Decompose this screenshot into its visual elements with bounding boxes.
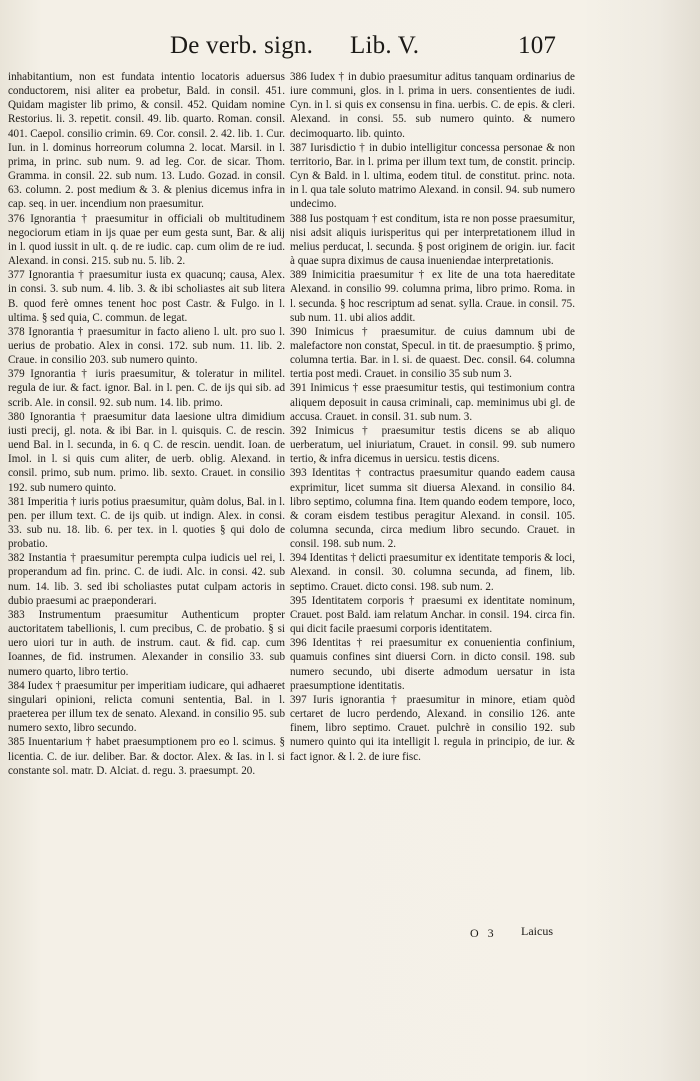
- entry-text: Instrumentum praesumitur Authenticum propter auctoritatem tabellionis, l. cum precibus, C. de probatio. § si uero uiori tur in auth. de instrum. caut. & fid. cap. cum Ioannes, de fid. instrumen. Alexander in consilio 33. sub numero quarto, libro tertio.: [8, 608, 285, 678]
- entry: [8, 325, 285, 367]
- entry-text: Inuentarium † habet praesumptionem pro eo l. scimus. § licentia. C. de iur. deliber. Bar. & doctor. Alex. & Ias. in l. si constante sol. matr. D. Alciat. d. regu. 3. praesumpt. 20.: [8, 736, 285, 777]
- entry-text: Ignorantia † praesumitur iusta ex quacunq; causa, Alex. in consi. 3. sub num. 4. lib. 3. & ibi scholiastes ait sub litera B. quod ferè omnes tenent hoc post Castr. & Fulgo. in l. ultima. § sed quia, C. commun. de legat.: [8, 269, 285, 324]
- entry-number: 379: [8, 368, 25, 381]
- entry: [290, 466, 575, 551]
- entry-text: Inimicitia praesumitur † ex lite de una tota haereditate Alexand. in consilio 99. columna prima, libro primo. Roma. in l. secunda. § hoc rescriptum ad senat. sylla. Craue. in consil. 75. sub num. 11. ubi alios addit.: [290, 269, 575, 324]
- entry: [8, 410, 285, 495]
- entry-text: Ignorantia † iuris praesumitur, & toleratur in militel. regula de iur. & fact. ignor. Bal. in l. pen. C. de ijs qui sib. ad scrib. Ale. in consil. 92. sub num. 14. lib. primo.: [8, 368, 285, 409]
- entry-number: 377: [8, 269, 25, 282]
- entry-number: 382: [8, 552, 25, 565]
- entry-text: Ius postquam † est conditum, ista re non posse praesumitur, nisi adsit aliquis iurisperitus qui per interpretationem illud in melius perducat, l. secunda. § post originem de origin. iur. facit à quae supra diximus de causa inueniendae interpretationis.: [290, 212, 575, 268]
- running-title: De verb. sign.: [170, 32, 314, 59]
- page-number: 107: [518, 32, 557, 59]
- entry: [8, 608, 285, 679]
- entry: [8, 551, 285, 608]
- entry-number: 396: [290, 637, 307, 650]
- catchword: Laicus: [521, 924, 553, 938]
- entry-number: 376: [8, 212, 25, 225]
- entry-text: Ignorantia † praesumitur data laesione ultra dimidium iusti precij, gl. nota. & ibi Bar. in l. quisquis. C. de rescin. uend Bal. in l. secunda, in 6. q C. de rescin. uendit. Ioan. de Imol. in l. si quis cum aliter, de uerb. oblig. Alexand. in consil. primo, sub num. primo. lib. sexto. Crauet. in consilio 192. sub numero quinto.: [8, 410, 285, 494]
- entry-text: Inimicus † praesumitur testis dicens se ab aliquo uerberatum, uel iniuriatum, Crauet. in consil. 99. sub numero tertio, & infra dicemus in uersicu. testis dicens.: [290, 424, 575, 466]
- entry-number: 389: [290, 269, 307, 282]
- entry: [290, 325, 575, 382]
- entry-text: Identitatem corporis † praesumi ex identitate nominum, Crauet. post Bald. iam relatum Anchar. in consil. 194. circa fin. qui dicit facile praesumi corporis identitatem.: [290, 594, 575, 636]
- entry-text: Iudex † in dubio praesumitur aditus tanquam ordinarius de iure communi, glos. in l. prima in uers. consentientes de iudi. Cyn. in l. si quis ex consensu in fina. uerbis. C. de epis. & cleri. Alexand. in consi. 55. sub numero quinto. & numero decimoquarto. lib. quinto.: [290, 71, 575, 140]
- entry: [8, 679, 285, 736]
- entry: [290, 594, 575, 636]
- entry-number: 395: [290, 594, 307, 607]
- entry-text: Ignorantia † praesumitur in officiali ob multitudinem negociorum etiam in ijs quae per eum gesta sunt, Bar. & alij in l. quod iussit in ult. q. de re iudic. cap. cum olim de re iud. Alexand. in consi. 215. sub nu. 5. lib. 2.: [8, 212, 285, 268]
- entry-number: 381: [8, 495, 25, 508]
- entry: [8, 70, 285, 212]
- entry-text: Instantia † praesumitur perempta culpa iudicis uel rei, l. properandum ad fin. princ. C. de iudi. Alc. in consi. 42. sub num. 14. lib. 3. sed ibi scholiastes putat culpam actoris in dubio praesumi ac praeponderari.: [8, 552, 285, 607]
- entry-number: 380: [8, 410, 25, 423]
- signature-mark: O 3: [470, 926, 497, 940]
- entry-text: Iuris ignorantia † praesumitur in minore, etiam quòd certaret de lucro perdendo, Alexand. in consilio 126. ante finem, libro septimo. Crauet. pulchrè in consilio 192. sub numero quinto qui ita intelligit l. regula in principio, de iur. & fact ignor. & l. 2. de iure fisc.: [290, 693, 575, 763]
- entry: [8, 495, 285, 552]
- entry-number: 383: [8, 608, 25, 621]
- entry-text: Inimicus † praesumitur. de cuius damnum ubi de malefactore non constat, Specul. in tit. de praesumptio. § primo, columna tertia. Bar. in l. si. de quaest. Dec. consil. 64. columna tertia post medi. Crauet. in consilio 35 sub num 3.: [290, 325, 575, 381]
- page-edge-shadow: [582, 0, 700, 1081]
- entry-text: Identitas † contractus praesumitur quando eadem causa exprimitur, licet summa sit diuersa Alexand. in consilio 84. libro septimo, columna fina. Item quando eodem tempore, loco, & coram eisdem testibus peragitur Alexand. in consil. 105. columna secunda, circa medium libro secundo. Crauet. in consil. 198. sub num. 2.: [290, 467, 575, 551]
- entry: [8, 367, 285, 409]
- entry-text: Inimicus † esse praesumitur testis, qui testimonium contra aliquem deposuit in causa criminali, cap. meminimus ubi gl. de accusa. Crauet. in consil. 31. sub num. 3.: [290, 382, 575, 423]
- entry-text: Identitas † delicti praesumitur ex identitate temporis & loci, Alexand. in consil. 30. columna secunda, ad finem, lib. septimo. Crauet. dicto consi. 198. sub num. 2.: [290, 552, 575, 593]
- entry-number: 388: [290, 212, 307, 225]
- entry: [8, 212, 285, 269]
- entry-number: 391: [290, 382, 307, 395]
- entry-text: Identitas † rei praesumitur ex conuenientia confinium, quamuis confines sint diuersi Corn. in dicto consil. 198. sub numero secundo, ubi diserte admodum uersatur in ista praesumptione identitatis.: [290, 637, 575, 692]
- entry-number: 385: [8, 736, 25, 749]
- entry-number: 393: [290, 467, 307, 480]
- entry: [290, 551, 575, 593]
- entry: [290, 424, 575, 466]
- entry: [8, 735, 285, 777]
- entry: [290, 381, 575, 423]
- entry: [290, 212, 575, 269]
- entry: [290, 70, 575, 141]
- entry-number: 384: [8, 679, 25, 692]
- entry-number: 378: [8, 325, 25, 338]
- entry-number: 387: [290, 141, 307, 154]
- entry-text: Ignorantia † praesumitur in facto alieno l. ult. pro suo l. uerius de probatio. Alex in consi. 172. sub num. 11. lib. 2. Craue. in consilio 203. sub numero quinto.: [8, 325, 285, 367]
- entry-text: Iudex † praesumitur per imperitiam iudicare, qui adhaeret singulari opinioni, relicta comuni sententia, Bal. in l. praeterea per illum tex de senato. Alexand. in consilio 95. sub numero sexto, libro secundo.: [8, 679, 285, 735]
- entry: [290, 693, 575, 764]
- entry: [290, 268, 575, 325]
- entry-number: 392: [290, 424, 307, 437]
- entry: [8, 268, 285, 325]
- entry: [290, 636, 575, 693]
- entry-text: Imperitia † iuris potius praesumitur, quàm dolus, Bal. in l. pen. per illum text. C. de ijs quib. ut indign. Alex. in consi. 33. sub nu. 18. lib. 6. per tex. in l. quoties § qui dolo de probatio.: [8, 495, 286, 551]
- entry-number: 397: [290, 693, 307, 706]
- running-head: [150, 28, 580, 64]
- book-number: Lib. V.: [350, 32, 420, 59]
- left-column: [8, 70, 285, 778]
- right-column: [290, 70, 575, 764]
- entry-text: Iurisdictio † in dubio intelligitur concessa personae & non territorio, Bar. in l. prima per illum text tum, de constit. princip. Cyn & Bald. in l. ultima, eodem titul. de constitut. princ. nota. in l. qua tale soluto matrimo Alexand. in consil. 94. sub numero undecimo.: [290, 141, 575, 211]
- entry: [290, 141, 575, 212]
- entry-number: 390: [290, 325, 307, 338]
- entry-number: 394: [290, 552, 307, 565]
- entry-number: 386: [290, 71, 307, 83]
- entry-text: inhabitantium, non est fundata intentio locatoris aduersus conductorem, nisi aliter ea probetur, Bald. in consil. 451. Quidam magister lib primo, & consil. 452. Quidam nomine Restorius. li. 3. repetit. consil. 49. lib. quarto. Roman. consil. 401. Caepol. consilio crimin. 69. Cor. consil. 2. 42. lib. 1. Cur. Iun. in l. dominus horreorum columna 2. locat. Marsil. in l. prima, in princ. sub num. 9. ad leg. Cor. de sicar. Thom. Gramma. in consil. 22. sub num. 13. Ludo. Gozad. in consil. 63. column. 2. post medium & 3. & plenius dicemus infra in cap. seq. in uer. incendium non praesumitur.: [8, 71, 285, 211]
